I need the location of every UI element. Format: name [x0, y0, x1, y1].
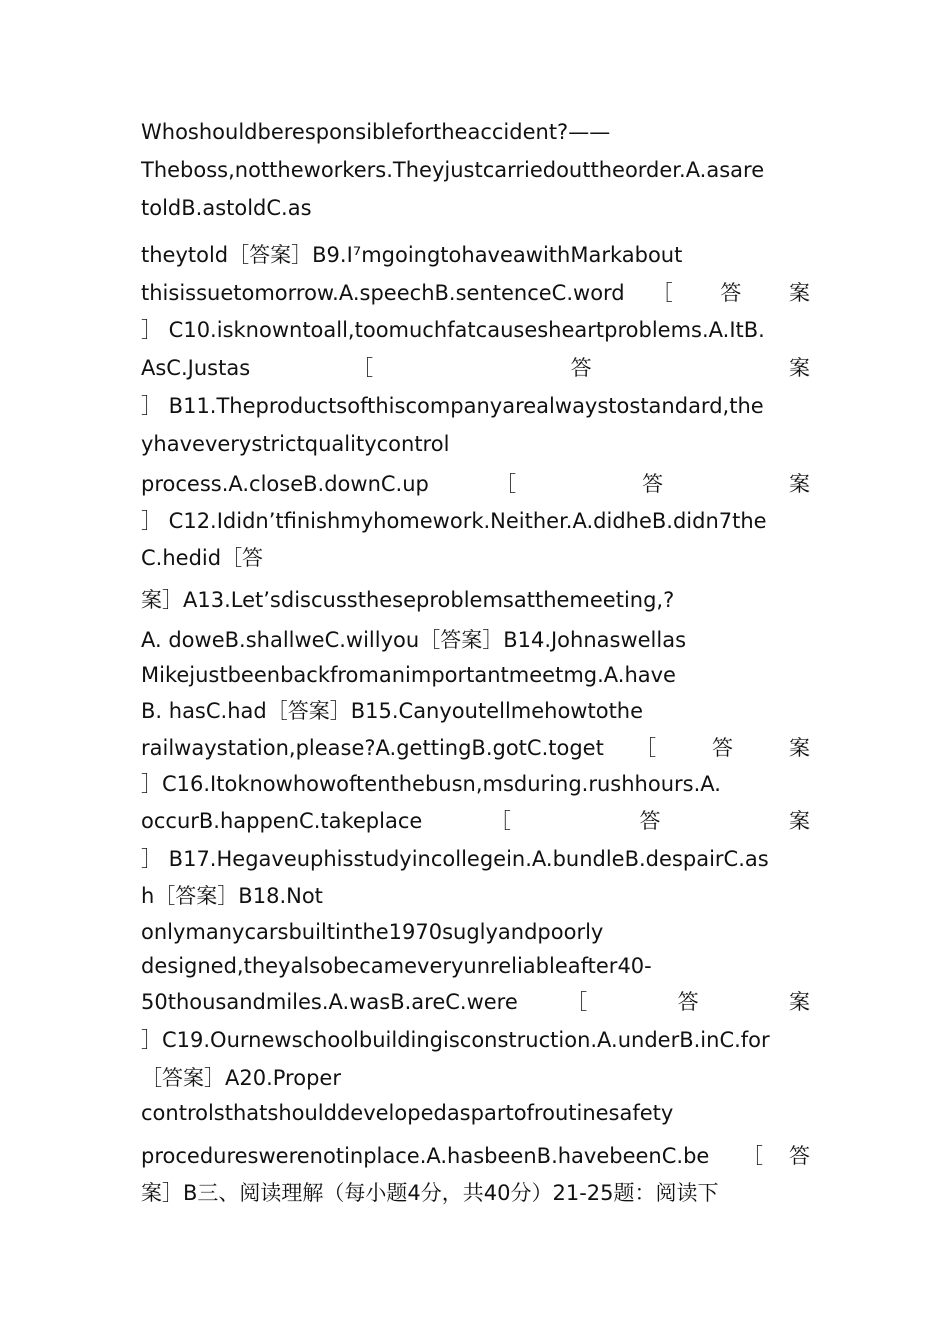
- text-line: 案］A13.Let’sdiscusstheseproblemsatthemeeting,?: [141, 588, 675, 612]
- text-line: yhaveverystrictqualitycontrol: [141, 432, 450, 456]
- text-line: railwaystation,please?A.gettingB.gotC.toget ［ 答 案: [141, 736, 810, 760]
- text-line: process.A.closeB.downC.up ［ 答 案: [141, 472, 810, 496]
- text-line: 50thousandmiles.A.wasB.areC.were ［ 答 案: [141, 990, 810, 1014]
- text-line: theytold［答案］B9.I⁷mgoingtohaveawithMarkabout: [141, 243, 683, 267]
- text-line: thisissuetomorrow.A.speechB.sentenceC.word ［ 答 案: [141, 281, 810, 305]
- text-line: C.hedid［答: [141, 546, 264, 570]
- text-line: toldB.astoldC.as: [141, 196, 312, 220]
- text-line: Mikejustbeenbackfromanimportantmeetmg.A.have: [141, 663, 676, 687]
- text-line: Whoshouldberesponsiblefortheaccident?——: [141, 120, 611, 144]
- text-line: Theboss,nottheworkers.Theyjustcarriedouttheorder.A.asare: [141, 158, 765, 182]
- text-line: A. doweB.shallweC.willyou［答案］B14.Johnaswellas: [141, 628, 687, 652]
- text-line: 案］B三、阅读理解（每小题4分，共40分）21-25题：阅读下: [141, 1181, 719, 1205]
- text-line: controlsthatshoulddevelopedaspartofroutinesafety: [141, 1101, 674, 1125]
- text-line: ］C16.Itoknowhowoftenthebusn,msduring.rushhours.A.: [141, 772, 721, 796]
- text-line: designed,theyalsobecameveryunreliableafter40-: [141, 954, 652, 978]
- text-line: ］C19.Ournewschoolbuildingisconstruction.A.underB.inC.for: [141, 1028, 770, 1052]
- text-line: ］ B11.Theproductsofthiscompanyarealwaystostandard,the: [141, 394, 764, 418]
- text-line: B. hasC.had［答案］B15.Canyoutellmehowtothe: [141, 699, 644, 723]
- text-line: ］ C12.Ididn’tfinishmyhomework.Neither.A.didheB.didn7the: [141, 509, 767, 533]
- text-line: h［答案］B18.Not: [141, 884, 323, 908]
- text-line: AsC.Justas ［ 答 案: [141, 356, 810, 380]
- text-line: ］ C10.isknowntoall,toomuchfatcausesheartproblems.A.ItB.: [141, 318, 765, 342]
- text-line: ］ B17.Hegaveuphisstudyincollegein.A.bundleB.despairC.as: [141, 847, 769, 871]
- text-line: procedureswerenotinplace.A.hasbeenB.havebeenC.be ［答: [141, 1144, 810, 1168]
- text-line: occurB.happenC.takeplace ［ 答 案: [141, 809, 810, 833]
- text-line: onlymanycarsbuiltinthe1970suglyandpoorly: [141, 920, 604, 944]
- text-line: ［答案］A20.Proper: [141, 1066, 341, 1090]
